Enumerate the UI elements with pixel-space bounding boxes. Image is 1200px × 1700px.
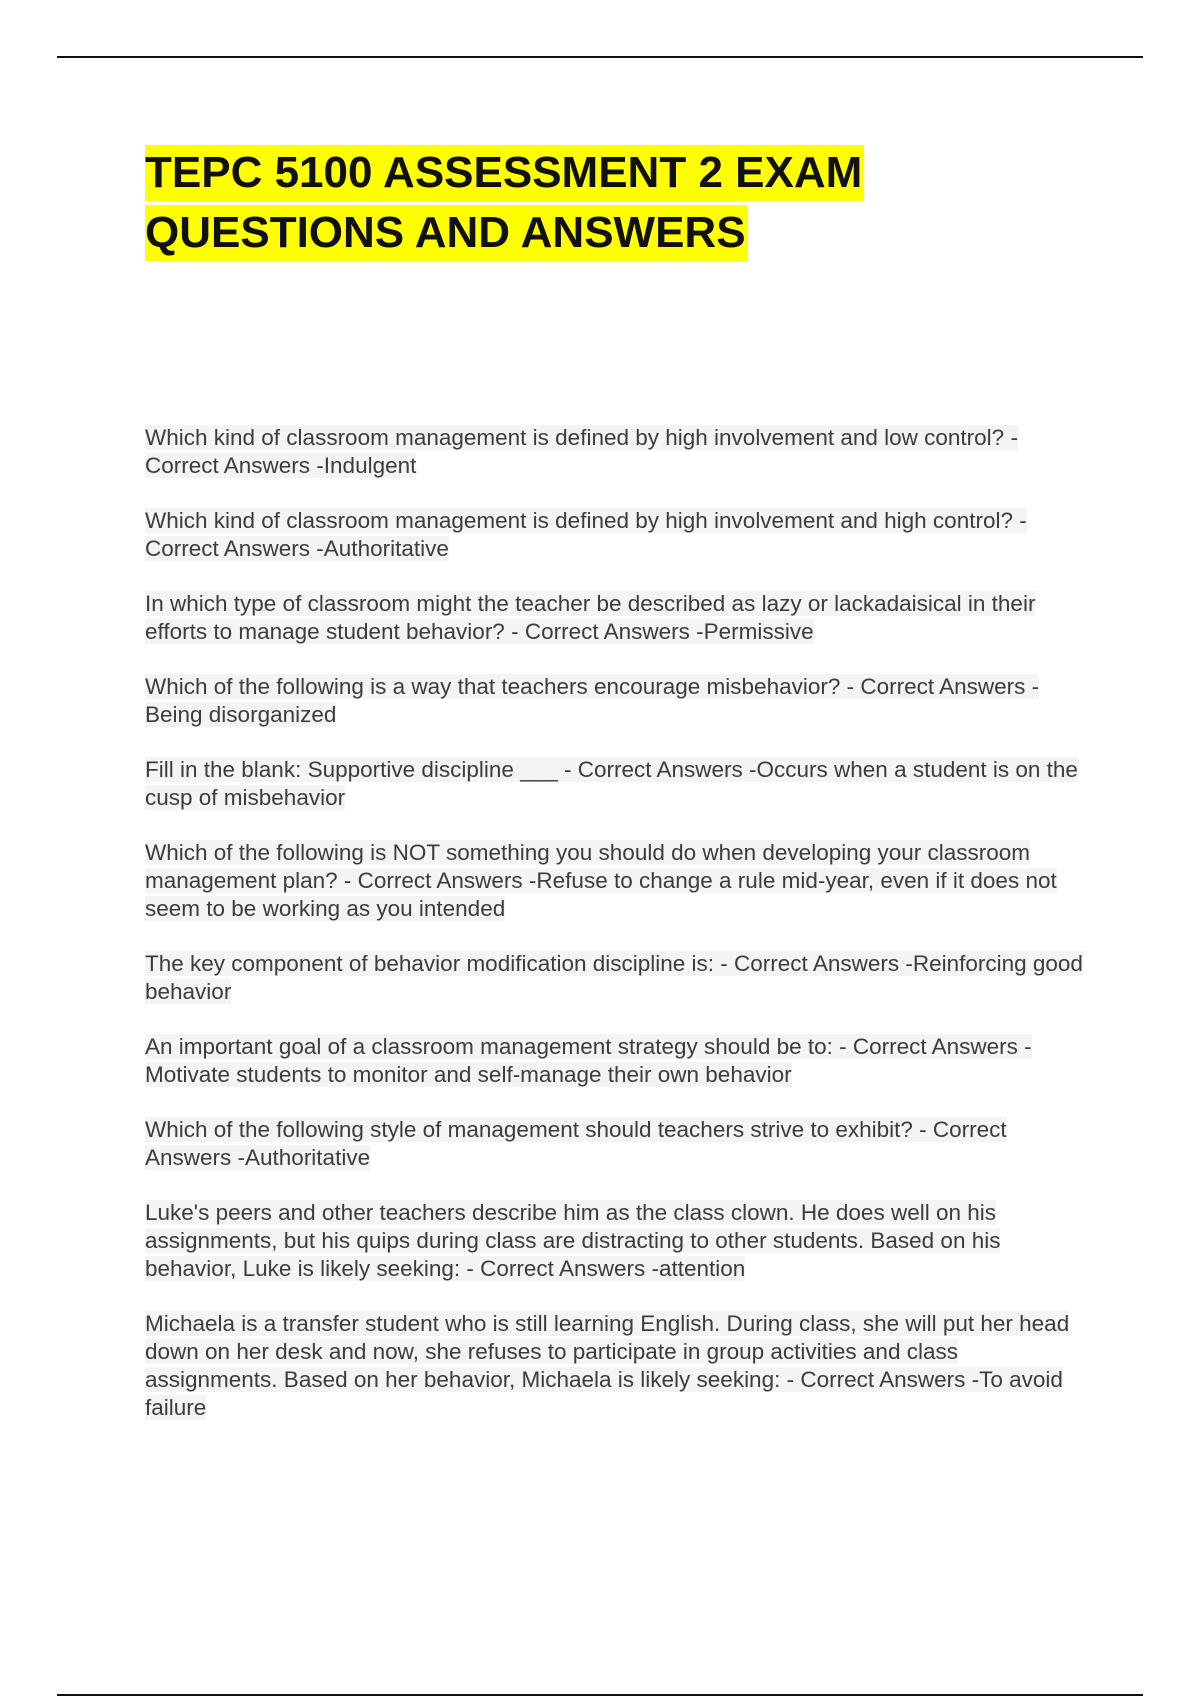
qa-text: Luke's peers and other teachers describe him as the class clown. He does well on his assignments, but his quips during class are distracting to other students. Based on his behavior, Luke is likely seeking: - Correct Answers -attention — [145, 1200, 1001, 1281]
qa-item — [145, 1310, 1090, 1422]
qa-item — [145, 756, 1090, 812]
document-title — [145, 145, 1075, 261]
qa-item — [145, 1033, 1090, 1089]
top-rule — [57, 56, 1143, 58]
qa-text: Which of the following is a way that teachers encourage misbehavior? - Correct Answers -Being disorganized — [145, 674, 1040, 727]
qa-text: The key component of behavior modification discipline is: - Correct Answers -Reinforcing good behavior — [145, 951, 1083, 1004]
qa-text: Which of the following is NOT something you should do when developing your classroom management plan? - Correct Answers -Refuse to change a rule mid-year, even if it does not seem to be working as you intended — [145, 840, 1057, 921]
qa-text: Fill in the blank: Supportive discipline ___ - Correct Answers -Occurs when a student is on the cusp of misbehavior — [145, 757, 1078, 810]
qa-text: Which kind of classroom management is defined by high involvement and low control? - Correct Answers -Indulgent — [145, 425, 1018, 478]
qa-text: Michaela is a transfer student who is still learning English. During class, she will put her head down on her desk and now, she refuses to participate in group activities and class assignments. Based on her behavior, Michaela is likely seeking: - Correct Answers -To avoid failure — [145, 1311, 1070, 1420]
qa-item — [145, 424, 1090, 480]
qa-text: Which kind of classroom management is defined by high involvement and high control? - Correct Answers -Authoritative — [145, 508, 1027, 561]
qa-item — [145, 1199, 1090, 1283]
bottom-rule — [57, 1694, 1143, 1696]
title-line-2: QUESTIONS AND ANSWERS — [145, 205, 748, 261]
title-line-1: TEPC 5100 ASSESSMENT 2 EXAM — [145, 145, 864, 201]
qa-list — [145, 424, 1090, 1449]
qa-text: An important goal of a classroom management strategy should be to: - Correct Answers -Motivate students to monitor and self-manage their own behavior — [145, 1034, 1032, 1087]
qa-item — [145, 839, 1090, 923]
qa-item — [145, 673, 1090, 729]
qa-item — [145, 1116, 1090, 1172]
qa-text: Which of the following style of management should teachers strive to exhibit? - Correct Answers -Authoritative — [145, 1117, 1007, 1170]
qa-text: In which type of classroom might the teacher be described as lazy or lackadaisical in their efforts to manage student behavior? - Correct Answers -Permissive — [145, 591, 1036, 644]
qa-item — [145, 507, 1090, 563]
qa-item — [145, 950, 1090, 1006]
qa-item — [145, 590, 1090, 646]
